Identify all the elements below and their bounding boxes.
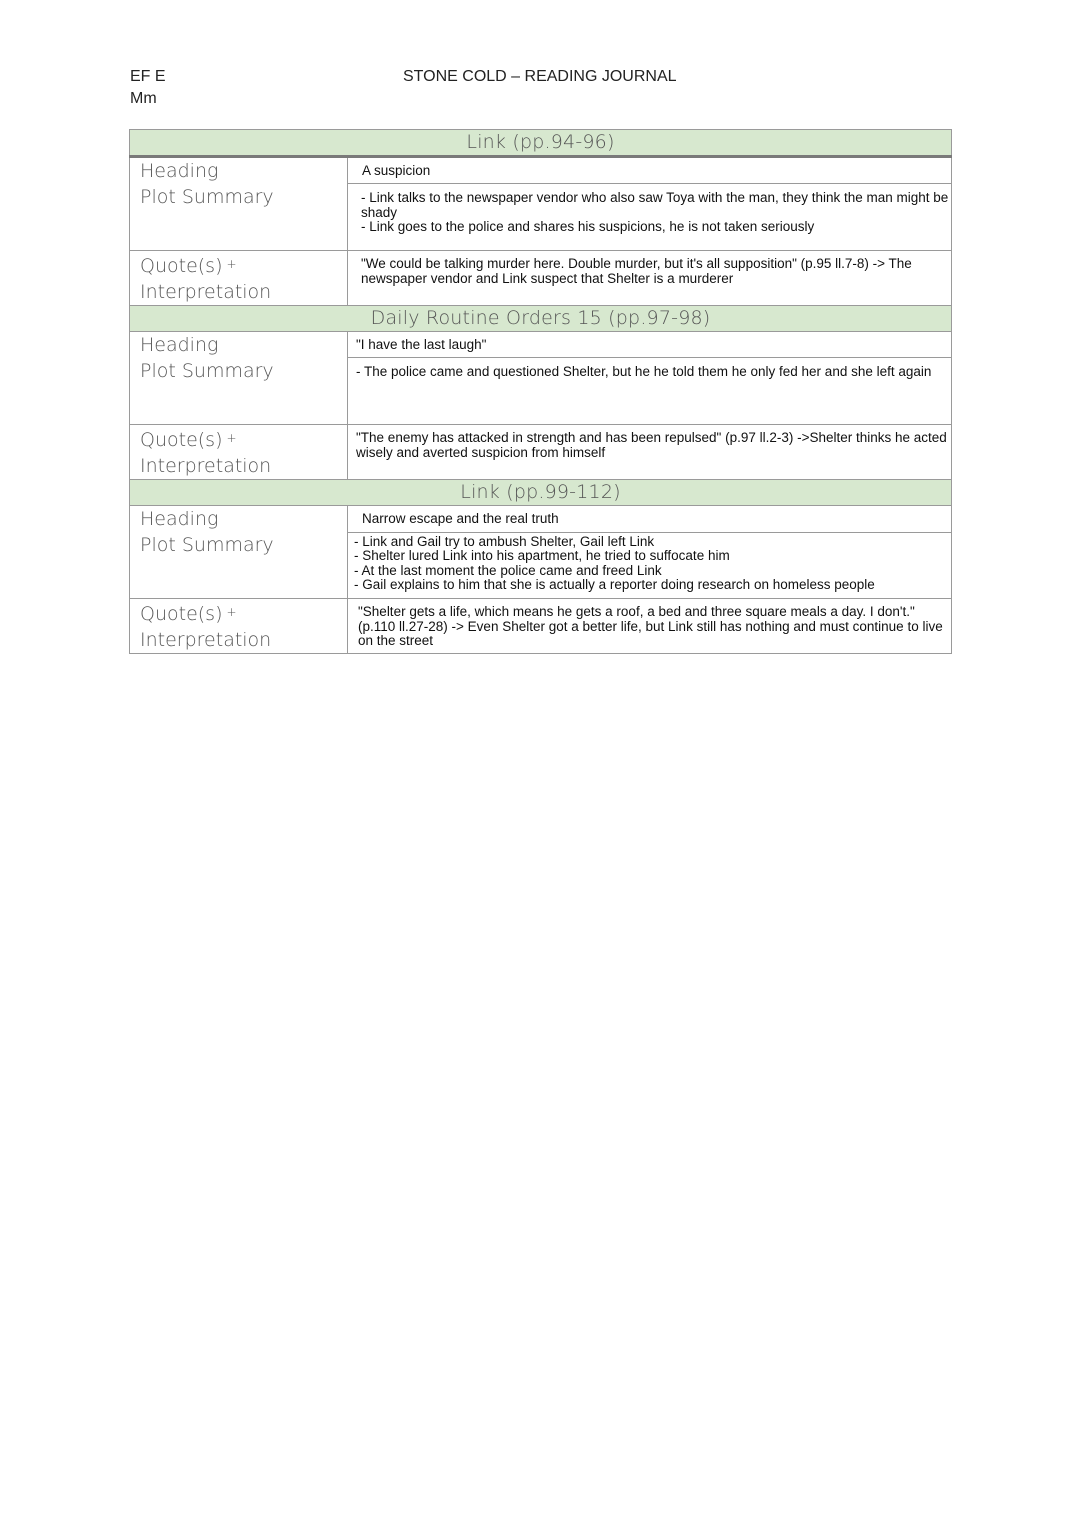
row-label [130, 251, 348, 306]
quotes-label-text: Quote(s) [140, 603, 223, 625]
initials-line-2: Mm [130, 90, 157, 107]
plot-row [130, 332, 952, 358]
heading-text: "I have the last laugh" [356, 337, 487, 352]
heading-label: Heading [140, 334, 219, 356]
heading-label: Heading [140, 160, 219, 182]
student-initials [130, 66, 166, 110]
plot-summary-cell [348, 184, 952, 251]
plot-point: - Link and Gail try to ambush Shelter, Gail left Link [354, 533, 655, 549]
plot-point: - Link talks to the newspaper vendor who also saw Toya with the man, they think the man might be shady [361, 190, 949, 220]
section-title: Link (pp.94-96) [130, 130, 952, 157]
quote-cell [348, 425, 952, 480]
heading-cell [348, 157, 952, 184]
quote-text: "Shelter gets a life, which means he gets a roof, a bed and three square meals a day. I don't." (p.110 ll.27-28) -> Even Shelter got a better life, but Link still has nothing and must continue to live on the street [358, 604, 943, 648]
heading-cell [348, 506, 952, 533]
quote-text: "We could be talking murder here. Double murder, but it's all supposition" (p.95 ll.7-8) -> The newspaper vendor and Link suspect that Shelter is a murderer [361, 256, 912, 286]
plus-sign: + [226, 605, 237, 619]
plot-summary-text [348, 533, 951, 593]
section-title: Daily Routine Orders 15 (pp.97-98) [130, 306, 952, 332]
plot-point: - Link goes to the police and shares his suspicions, he is not taken seriously [361, 219, 815, 234]
row-label [130, 506, 348, 599]
plot-summary-label: Plot Summary [140, 360, 274, 382]
quote-cell [348, 251, 952, 306]
quote-text: "The enemy has attacked in strength and has been repulsed" (p.97 ll.2-3) ->Shelter thinks he acted wisely and averted suspicion from himself [356, 430, 947, 460]
plus-sign: + [226, 257, 237, 271]
plot-summary-label: Plot Summary [140, 534, 274, 556]
quotes-label [130, 425, 347, 453]
plot-row [130, 157, 952, 184]
quotes-label [130, 251, 347, 279]
plot-point: - Gail explains to him that she is actually a reporter doing research on homeless people [354, 577, 875, 593]
section-header-row [130, 130, 952, 157]
section-title: Link (pp.99-112) [130, 480, 952, 506]
section-header-row [130, 480, 952, 506]
plot-point: - The police came and questioned Shelter, but he he told them he only fed her and she left again [356, 364, 932, 379]
quote-row [130, 251, 952, 306]
plot-summary-cell [348, 358, 952, 425]
page-title: STONE COLD – READING JOURNAL [403, 68, 677, 85]
plot-summary-text [348, 358, 951, 380]
quotes-label-text: Quote(s) [140, 255, 223, 277]
row-label [130, 332, 348, 425]
section-header-row [130, 306, 952, 332]
plot-summary-label: Plot Summary [140, 186, 274, 208]
plot-row [130, 506, 952, 533]
interpretation-label: Interpretation [140, 281, 272, 303]
heading-text: A suspicion [362, 163, 431, 178]
plot-point: - At the last moment the police came and freed Link [354, 562, 662, 578]
plot-summary-cell [348, 532, 952, 598]
interpretation-label: Interpretation [140, 455, 272, 477]
row-label [130, 599, 348, 654]
row-label [130, 157, 348, 251]
quotes-label [130, 599, 347, 627]
heading-label: Heading [140, 508, 219, 530]
quote-row [130, 599, 952, 654]
interpretation-label: Interpretation [140, 629, 272, 651]
plus-sign: + [226, 431, 237, 445]
quotes-label-text: Quote(s) [140, 429, 223, 451]
plot-point: - Shelter lured Link into his apartment, he tried to suffocate him [354, 548, 730, 564]
initials-line-1: EF E [130, 68, 166, 85]
row-label [130, 425, 348, 480]
heading-cell [348, 332, 952, 358]
plot-summary-text [348, 184, 951, 235]
quote-row [130, 425, 952, 480]
reading-journal-table [129, 129, 952, 654]
quote-cell [348, 599, 952, 654]
heading-text: Narrow escape and the real truth [362, 511, 559, 526]
